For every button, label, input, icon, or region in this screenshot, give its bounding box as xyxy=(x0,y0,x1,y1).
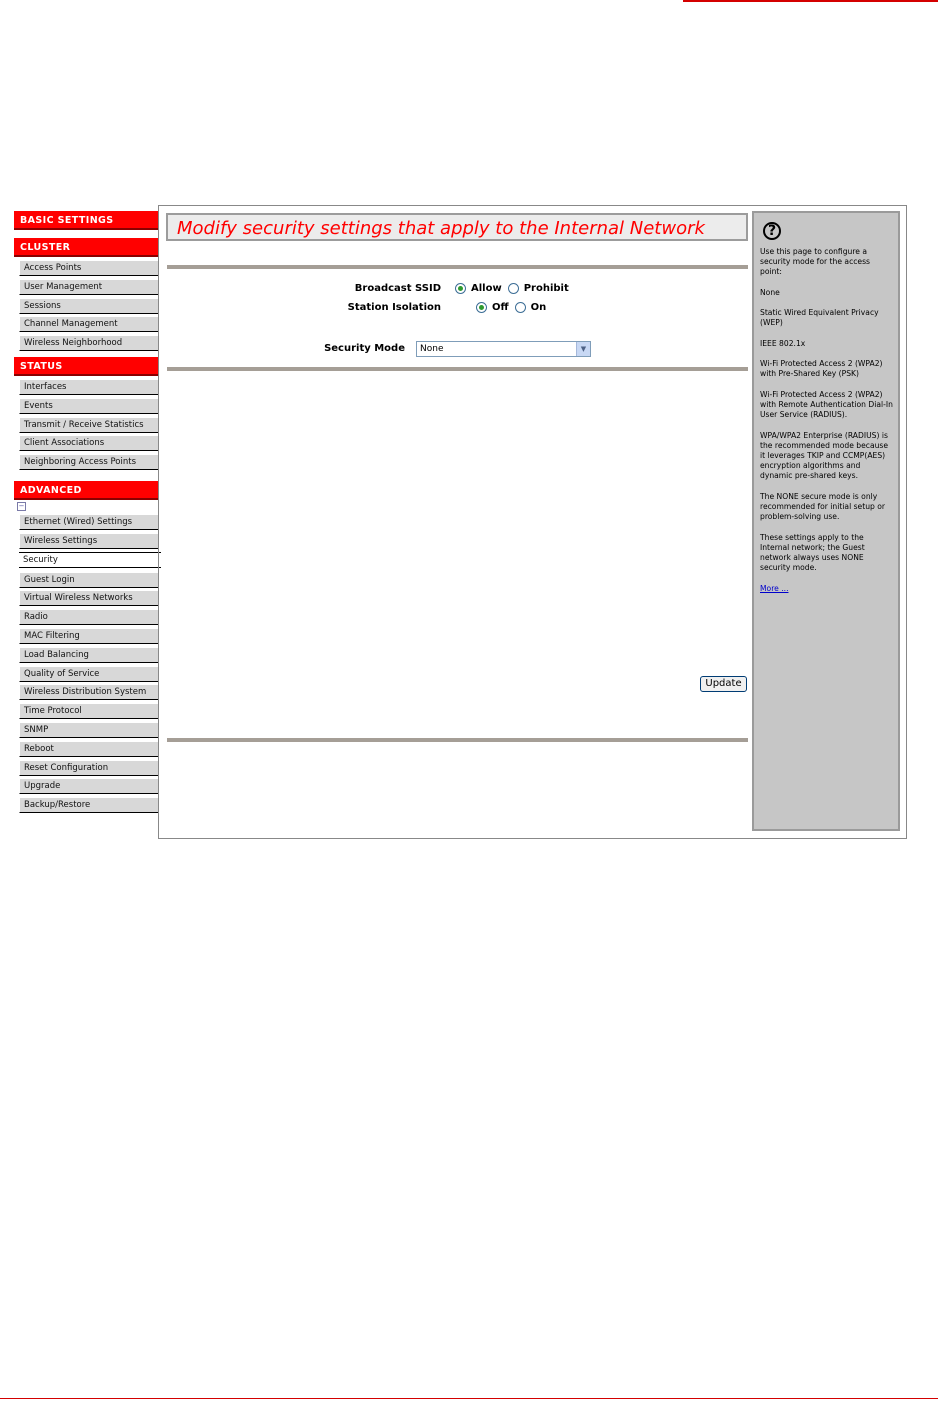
sidebar-header-cluster[interactable]: CLUSTER xyxy=(14,238,159,257)
help-paragraph: These settings apply to the Internal network; the Guest network always uses NONE security mode. xyxy=(760,532,865,573)
station-isolation-label: Station Isolation xyxy=(347,302,441,313)
sidebar-item-snmp[interactable]: SNMP xyxy=(19,722,159,738)
collapse-icon[interactable]: − xyxy=(18,501,25,510)
sidebar-item-sessions[interactable]: Sessions xyxy=(19,298,159,314)
help-more-link[interactable]: More ... xyxy=(760,583,789,593)
section-divider-top xyxy=(167,265,748,269)
sidebar-item-channel-management[interactable]: Channel Management xyxy=(19,316,159,332)
sidebar-item-upgrade[interactable]: Upgrade xyxy=(19,778,159,794)
chevron-down-icon[interactable]: ▼ xyxy=(576,342,590,356)
help-paragraph: Wi-Fi Protected Access 2 (WPA2) with Remote Authentication Dial-In User Service (RADIUS). xyxy=(760,389,893,420)
help-paragraph: The NONE secure mode is only recommended for initial setup or problem-solving use. xyxy=(760,491,886,522)
page-bottom-rule xyxy=(0,1398,938,1399)
sidebar-item-interfaces[interactable]: Interfaces xyxy=(19,379,159,395)
sidebar-item-virtual-wireless-networks[interactable]: Virtual Wireless Networks xyxy=(19,590,159,606)
station-isolation-on-radio[interactable] xyxy=(515,302,526,313)
sidebar-item-mac-filtering[interactable]: MAC Filtering xyxy=(19,628,159,644)
sidebar-item-time-protocol[interactable]: Time Protocol xyxy=(19,703,159,719)
security-mode-label: Security Mode xyxy=(324,343,405,354)
status-menu xyxy=(14,376,159,474)
sidebar-header-status[interactable]: STATUS xyxy=(14,357,159,376)
broadcast-ssid-prohibit-label[interactable]: Prohibit xyxy=(523,283,569,294)
sidebar-item-reboot[interactable]: Reboot xyxy=(19,741,159,757)
sidebar-item-wireless-neighborhood[interactable]: Wireless Neighborhood xyxy=(19,335,159,351)
security-mode-value: None xyxy=(420,344,444,354)
broadcast-ssid-allow-label[interactable]: Allow xyxy=(471,283,502,294)
section-divider-bottom xyxy=(167,738,748,742)
cluster-menu xyxy=(14,257,159,355)
broadcast-ssid-label: Broadcast SSID xyxy=(354,283,441,294)
sidebar-item-wireless-settings[interactable]: Wireless Settings xyxy=(19,533,159,549)
station-isolation-off-radio[interactable] xyxy=(476,302,487,313)
help-paragraph: Wi-Fi Protected Access 2 (WPA2) with Pre-Shared Key (PSK) xyxy=(760,359,883,379)
page-title: Modify security settings that apply to the Internal Network xyxy=(177,218,705,239)
sidebar-item-wireless-distribution-system[interactable]: Wireless Distribution System xyxy=(19,684,159,700)
help-paragraph: None xyxy=(760,287,780,297)
sidebar-item-client-associations[interactable]: Client Associations xyxy=(19,435,159,451)
sidebar-item-load-balancing[interactable]: Load Balancing xyxy=(19,647,159,663)
page-top-rule xyxy=(683,0,938,2)
sidebar-item-radio[interactable]: Radio xyxy=(19,609,159,625)
sidebar-item-access-points[interactable]: Access Points xyxy=(19,260,159,276)
update-button[interactable]: Update xyxy=(700,676,747,692)
sidebar-item-transmit-receive-statistics[interactable]: Transmit / Receive Statistics xyxy=(19,417,159,433)
sidebar-item-backup-restore[interactable]: Backup/Restore xyxy=(19,797,159,813)
sidebar-item-reset-configuration[interactable]: Reset Configuration xyxy=(19,760,159,776)
section-divider-middle xyxy=(167,367,748,371)
station-isolation-off-label[interactable]: Off xyxy=(492,302,509,313)
sidebar-item-events[interactable]: Events xyxy=(19,398,159,414)
page-title-bar xyxy=(166,213,748,241)
security-mode-select[interactable] xyxy=(416,341,591,357)
help-paragraph: Static Wired Equivalent Privacy (WEP) xyxy=(760,308,879,328)
help-paragraph: IEEE 802.1x xyxy=(760,338,806,348)
broadcast-ssid-allow-radio[interactable] xyxy=(455,283,466,294)
station-isolation-options xyxy=(476,302,552,313)
sidebar-item-quality-of-service[interactable]: Quality of Service xyxy=(19,666,159,682)
sidebar-header-basic-settings[interactable]: BASIC SETTINGS xyxy=(14,211,159,230)
sidebar-item-guest-login[interactable]: Guest Login xyxy=(19,572,159,588)
sidebar-item-security[interactable]: Security xyxy=(19,552,161,568)
help-panel xyxy=(752,211,900,831)
broadcast-ssid-options xyxy=(455,283,575,294)
advanced-menu xyxy=(14,512,159,817)
broadcast-ssid-prohibit-radio[interactable] xyxy=(508,283,519,294)
help-paragraph: WPA/WPA2 Enterprise (RADIUS) is the recommended mode because it leverages TKIP and CCMP(AES) encryption algorithms and dynamic pre-shared keys. xyxy=(760,430,889,481)
sidebar-item-neighboring-access-points[interactable]: Neighboring Access Points xyxy=(19,454,159,470)
sidebar-header-advanced[interactable]: ADVANCED xyxy=(14,481,159,500)
help-question-icon: ? xyxy=(763,222,781,240)
sidebar-item-ethernet-settings[interactable]: Ethernet (Wired) Settings xyxy=(19,514,159,530)
sidebar-nav xyxy=(14,211,159,817)
sidebar-item-user-management[interactable]: User Management xyxy=(19,279,159,295)
station-isolation-on-label[interactable]: On xyxy=(530,302,547,313)
help-text xyxy=(760,247,894,604)
help-paragraph: Use this page to configure a security mode for the access point: xyxy=(760,247,871,277)
